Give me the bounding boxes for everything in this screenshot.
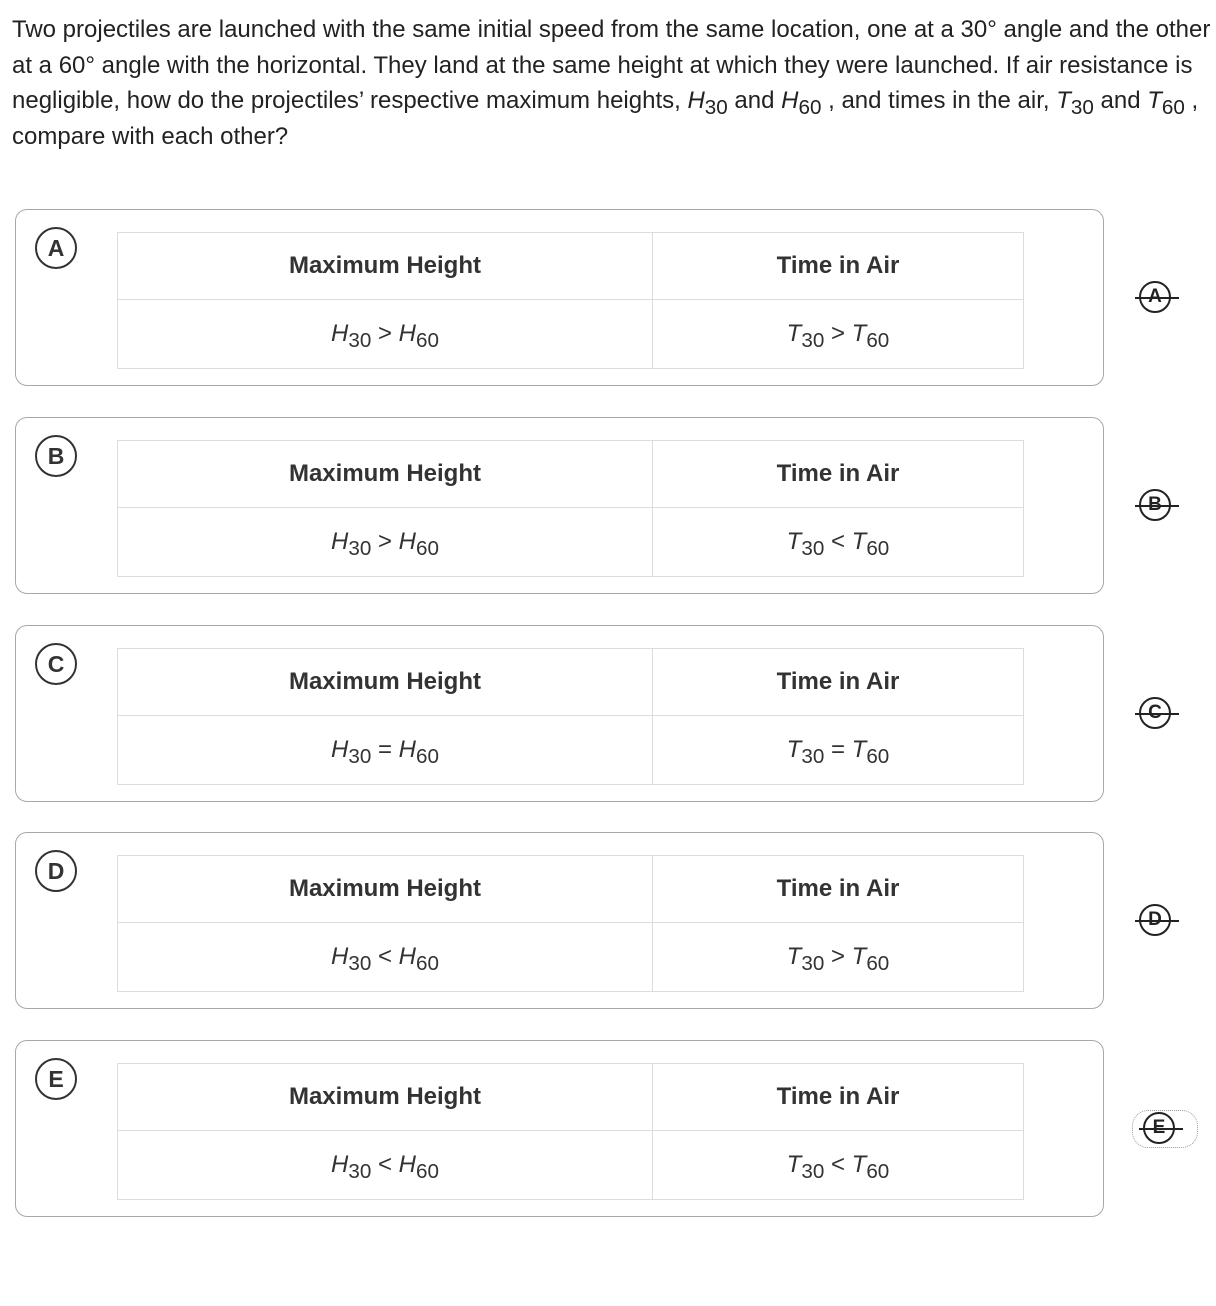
var-h60: H60: [781, 87, 822, 119]
header-max-height: Maximum Height: [118, 856, 653, 923]
time-comparison: T30 = T60: [652, 716, 1023, 785]
header-time-in-air: Time in Air: [652, 441, 1023, 508]
strike-line: [1135, 920, 1179, 922]
header-time-in-air: Time in Air: [652, 233, 1023, 300]
header-max-height: Maximum Height: [118, 649, 653, 716]
answer-option-e[interactable]: [15, 1040, 1104, 1217]
option-table: [117, 648, 1024, 785]
header-max-height: Maximum Height: [118, 233, 653, 300]
answer-option-b[interactable]: [15, 417, 1104, 594]
strike-line: [1135, 297, 1179, 299]
header-time-in-air: Time in Air: [652, 856, 1023, 923]
option-letter-badge: B: [35, 435, 77, 477]
strike-line: [1139, 1128, 1183, 1130]
strike-line: [1135, 713, 1179, 715]
header-max-height: Maximum Height: [118, 441, 653, 508]
answer-option-a[interactable]: [15, 209, 1104, 386]
question-part-1: Two projectiles are launched with the same initial speed from the same location, one at a 30° angle and the other at a 60° angle with the horizontal. They land at the same height at which they were launched. If air resistance is negligible, how do the projectiles’ respective maximum heights,: [12, 16, 1211, 114]
question-text: Two projectiles are launched with the same initial speed from the same location, one at a 30° angle and the other at a 60° angle with the horizontal. They land at the same height at which they were launched. If air resistance is negligible, how do the projectiles’ respective maximum heights, H30 and H60 , and times in the air, T30 and T60 , compare with each other?: [12, 16, 1211, 150]
height-comparison: H30 > H60: [118, 300, 653, 369]
header-time-in-air: Time in Air: [652, 1064, 1023, 1131]
option-table: [117, 855, 1024, 992]
height-comparison: H30 < H60: [118, 1131, 653, 1200]
option-table: [117, 232, 1024, 369]
strike-line: [1135, 505, 1179, 507]
eliminate-option-d-button[interactable]: [1135, 904, 1179, 938]
header-max-height: Maximum Height: [118, 1064, 653, 1131]
option-letter-badge: C: [35, 643, 77, 685]
option-table: [117, 1063, 1024, 1200]
var-t60: T60: [1147, 87, 1185, 119]
option-letter-badge: E: [35, 1058, 77, 1100]
time-comparison: T30 > T60: [652, 923, 1023, 992]
header-time-in-air: Time in Air: [652, 649, 1023, 716]
eliminate-option-a-button[interactable]: [1135, 281, 1179, 315]
eliminate-option-b-button[interactable]: [1135, 489, 1179, 523]
option-letter-badge: A: [35, 227, 77, 269]
time-comparison: T30 < T60: [652, 508, 1023, 577]
answer-option-d[interactable]: [15, 832, 1104, 1009]
height-comparison: H30 = H60: [118, 716, 653, 785]
answer-option-c[interactable]: [15, 625, 1104, 802]
height-comparison: H30 < H60: [118, 923, 653, 992]
eliminate-option-e-button[interactable]: [1132, 1110, 1198, 1148]
time-comparison: T30 > T60: [652, 300, 1023, 369]
time-comparison: T30 < T60: [652, 1131, 1023, 1200]
option-table: [117, 440, 1024, 577]
height-comparison: H30 > H60: [118, 508, 653, 577]
option-letter-badge: D: [35, 850, 77, 892]
var-h30: H30: [687, 87, 728, 119]
eliminate-option-c-button[interactable]: [1135, 697, 1179, 731]
var-t30: T30: [1056, 87, 1094, 119]
